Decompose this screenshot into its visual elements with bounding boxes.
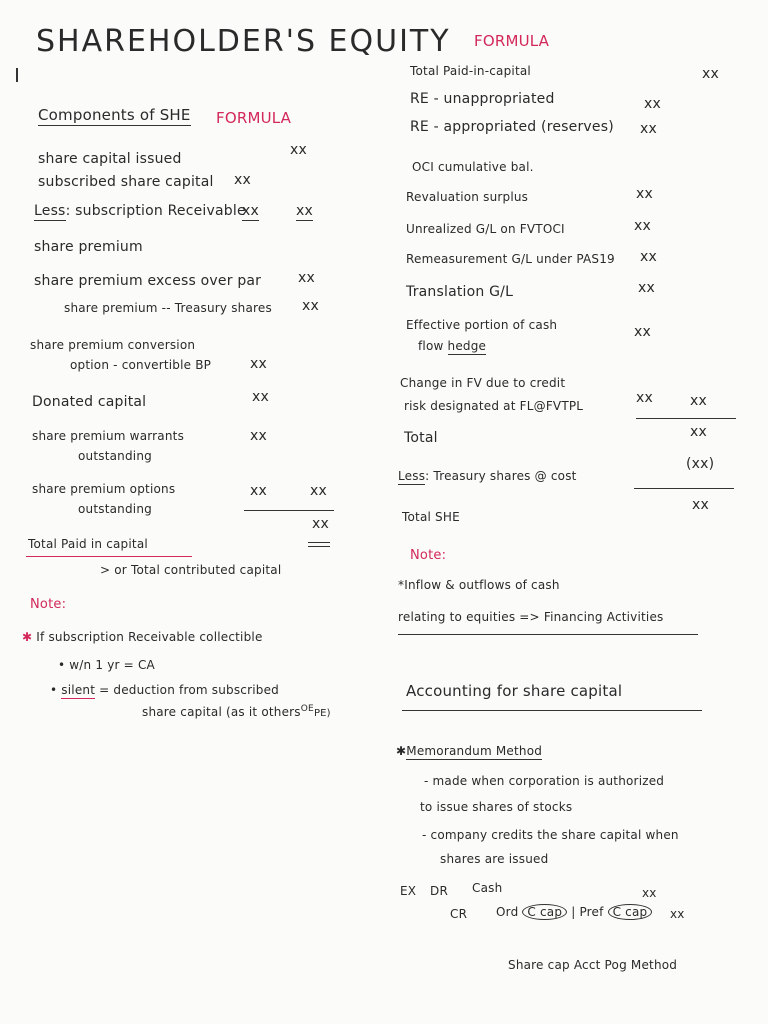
double-underline (308, 542, 330, 547)
subscribed-share-capital: subscribed share capital (38, 174, 214, 190)
remeasurement-amount: xx (640, 249, 657, 265)
less-label: Less (34, 203, 66, 219)
re-appropriated: RE - appropriated (reserves) (410, 119, 614, 135)
sp-options-amount-1: xx (250, 483, 267, 499)
change-fv-line2: risk designated at FL@FVTPL (404, 399, 584, 413)
sp-warrants-amount: xx (250, 428, 267, 444)
formula-label-right: FORMULA (474, 32, 550, 50)
re-unappropriated-amount: xx (644, 96, 661, 112)
sp-options-amount-2: xx (310, 483, 327, 499)
memo-line-2: to issue shares of stocks (420, 800, 573, 814)
pref-share-capital: C cap (608, 904, 653, 920)
example-label: EX (400, 884, 417, 898)
total-paid-in-amount: xx (312, 516, 329, 532)
subscribed-share-capital-amount: xx (234, 172, 251, 188)
unrealized-gl-amount: xx (634, 218, 651, 234)
translation: Translation G/L (406, 284, 514, 300)
total-contributed-capital: > or Total contributed capital (100, 563, 282, 577)
change-fv-amount-2: xx (690, 393, 707, 409)
note-inflow-outflow: *Inflow & outflows of cash (398, 578, 560, 592)
note-3: • silent = deduction from subscribed (50, 683, 279, 697)
note-2: • w/n 1 yr = CA (58, 658, 155, 672)
memo-line-3: - company credits the share capital when (422, 828, 679, 842)
total-she-rule (634, 488, 734, 489)
effective-amount: xx (634, 324, 651, 340)
sp-warrants-line1: share premium warrants (32, 429, 185, 443)
total-paid-in-capital: Total Paid in capital (28, 537, 148, 551)
subscription-receivable-amount-1: xx (242, 203, 259, 219)
subscription-receivable-amount-2: xx (296, 203, 313, 219)
debit-label: DR (430, 884, 448, 898)
page-title: SHAREHOLDER'S EQUITY (36, 24, 451, 59)
sp-treasury-shares-amount: xx (302, 298, 319, 314)
oci-cumulative: OCI cumulative bal. (412, 160, 534, 174)
cash-amount: xx (642, 886, 657, 900)
note-1: ✱ If subscription Receivable collectible (22, 630, 263, 644)
change-fv-line1: Change in FV due to credit (400, 376, 566, 390)
memorandum-method: ✱Memorandum Method (396, 744, 543, 758)
silent-label: silent (61, 683, 96, 697)
translation-amount: xx (638, 280, 655, 296)
credit-label: CR (450, 907, 468, 921)
effective-line1: Effective portion of cash (406, 318, 558, 332)
memo-line-4: shares are issued (440, 852, 549, 866)
change-fv-amount-1: xx (636, 390, 653, 406)
share-cap-account-method: Share cap Acct Pog Method (508, 958, 678, 972)
sp-options-line2: outstanding (78, 502, 152, 516)
donated-capital-amount: xx (252, 389, 269, 405)
unrealized-gl: Unrealized G/L on FVTOCI (406, 222, 565, 236)
bullet-icon: • (50, 683, 62, 697)
bullet-icon: • (58, 658, 70, 672)
donated-capital: Donated capital (32, 394, 147, 410)
total-paid-in-capital-amount: xx (702, 66, 719, 82)
total-she-amount: xx (692, 497, 709, 513)
margin-mark (16, 68, 18, 82)
sp-excess-over-par-amount: xx (298, 270, 315, 286)
share-premium-heading: share premium (34, 239, 143, 255)
revaluation-surplus-amount: xx (636, 186, 653, 202)
subscription-receivable-text: subscription Receivable (75, 203, 246, 219)
re-unappropriated: RE - unappropriated (410, 91, 555, 107)
ord-share-capital: C cap (522, 904, 567, 920)
credit-entry: Ord C cap | Pref C cap (496, 905, 652, 919)
less-subscription-receivable: Less: subscription Receivable (34, 203, 246, 219)
total-rule (636, 418, 736, 419)
components-heading: Components of SHE (38, 106, 191, 124)
accounting-heading: Accounting for share capital (406, 682, 623, 700)
re-appropriated-amount: xx (640, 121, 657, 137)
note-4: share capital (as it others$^{OE}$PE) (142, 704, 331, 719)
total-paid-in-capital-right: Total Paid-in-capital (410, 64, 531, 78)
total-paid-in-underline (26, 556, 192, 557)
revaluation-surplus: Revaluation surplus (406, 190, 529, 204)
total-label: Total (404, 430, 438, 446)
effective-line2: flow hedge (418, 339, 487, 353)
accounting-underline (402, 710, 702, 711)
sp-options-line1: share premium options (32, 482, 176, 496)
total-amount: xx (690, 424, 707, 440)
sp-warrants-line2: outstanding (78, 449, 152, 463)
subtotal-rule (244, 510, 334, 511)
less-treasury-amount: (xx) (686, 456, 715, 472)
cash-label: Cash (472, 881, 503, 895)
formula-label-left: FORMULA (216, 109, 292, 127)
sp-conversion-amount: xx (250, 356, 267, 372)
remeasurement: Remeasurement G/L under PAS19 (406, 252, 615, 266)
note-label-right: Note: (410, 548, 447, 563)
sp-treasury-shares: share premium -- Treasury shares (64, 301, 272, 315)
total-she: Total SHE (402, 510, 460, 524)
note-label-left: Note: (30, 597, 67, 612)
note-financing: relating to equities => Financing Activities (398, 610, 664, 624)
asterisk-icon: ✱ (22, 630, 37, 644)
financing-activities: Financing Activities (543, 610, 664, 624)
sp-conversion-line2: option - convertible BP (70, 358, 212, 372)
less-treasury: Less: Treasury shares @ cost (398, 469, 577, 483)
sp-excess-over-par: share premium excess over par (34, 273, 262, 289)
asterisk-icon: ✱ (396, 744, 407, 758)
credit-amount: xx (670, 907, 685, 921)
memo-line-1: - made when corporation is authorized (424, 774, 665, 788)
share-capital-issued: share capital issued (38, 151, 182, 167)
share-capital-issued-amount: xx (290, 142, 307, 158)
financing-underline (398, 634, 698, 635)
sp-conversion-line1: share premium conversion (30, 338, 196, 352)
